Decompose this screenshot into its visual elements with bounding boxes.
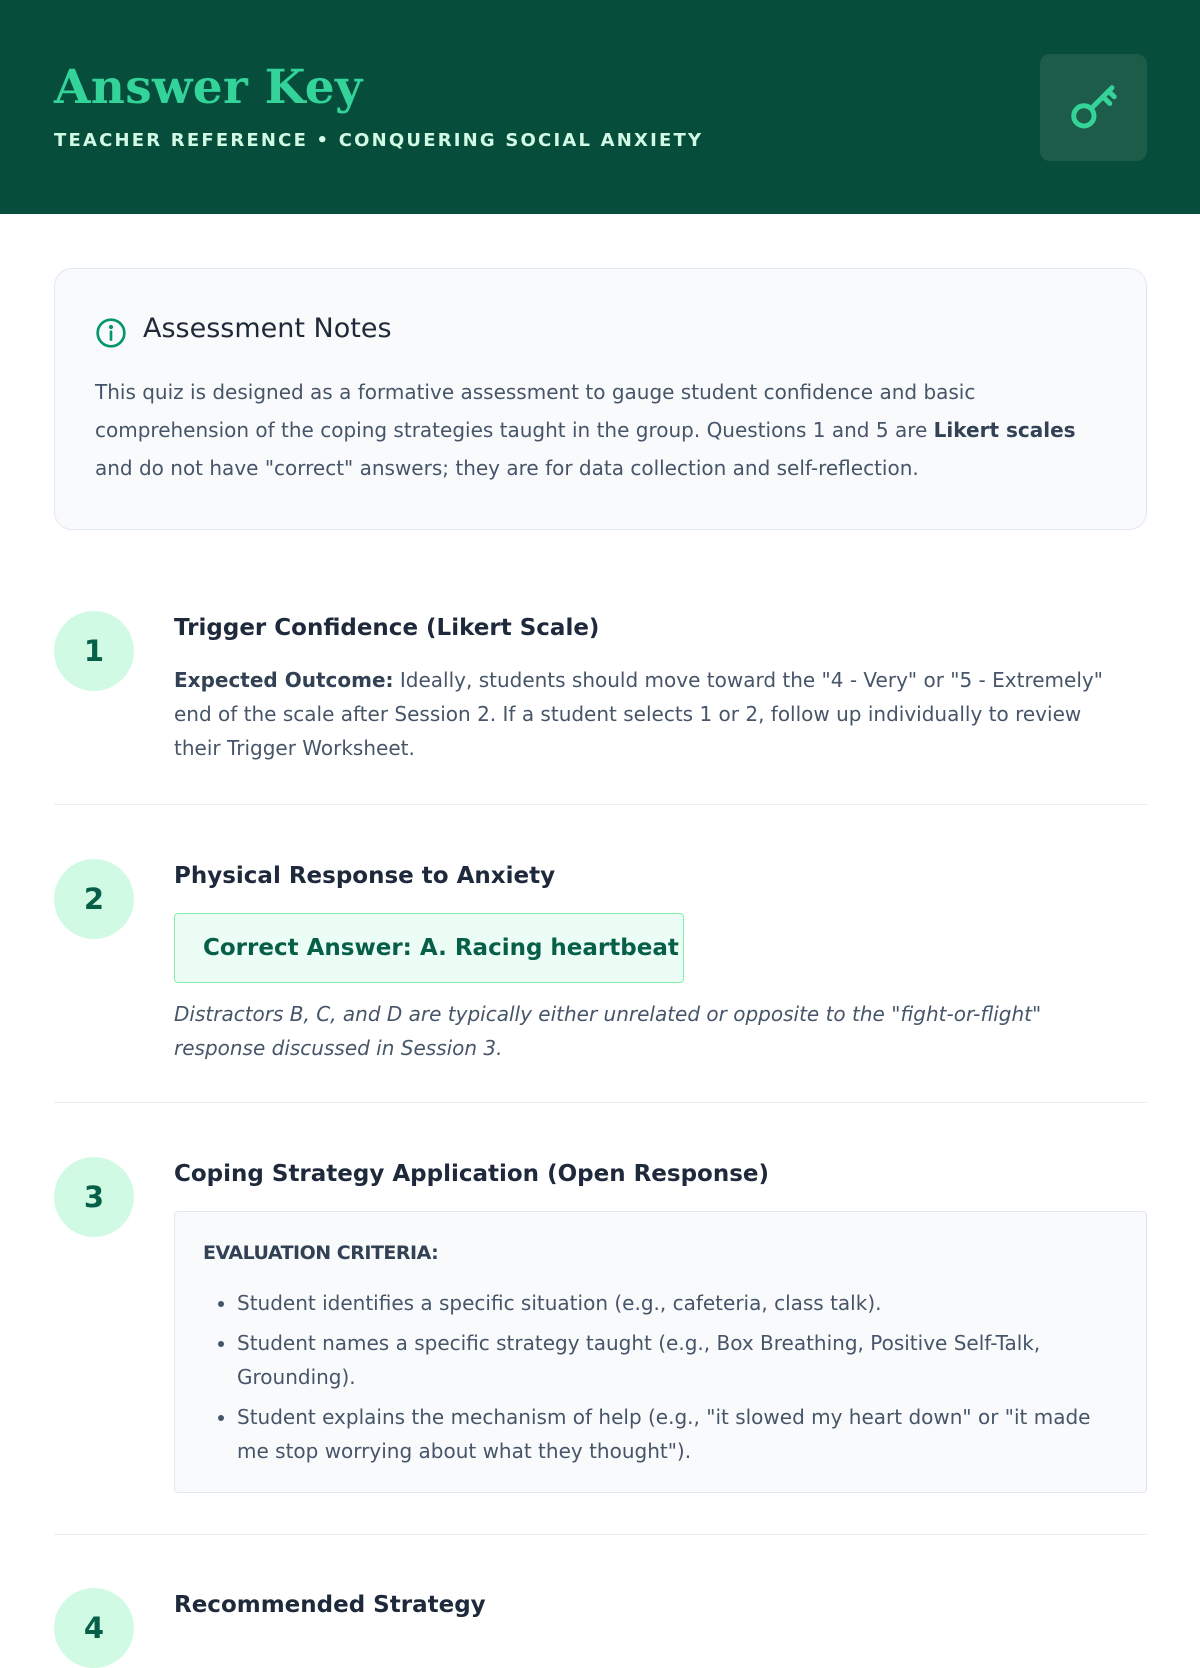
list-item: • Student explains the mechanism of help (e.g., "it slowed my heart down" or "it made me stop worrying about what they thought"). [237, 1400, 1117, 1468]
question-title: Recommended Strategy [174, 1592, 486, 1618]
question-title: Physical Response to Anxiety [174, 863, 556, 889]
section-divider [54, 804, 1147, 805]
list-item: • Student identifies a specific situation (e.g., cafeteria, class talk). [237, 1286, 1117, 1320]
criteria-list [237, 1286, 1117, 1474]
likert-emphasis: Likert scales [933, 418, 1076, 442]
assessment-notes-text: This quiz is designed as a formative assessment to gauge student confidence and basic comprehension of the coping strategies taught in the group. Questions 1 and 5 are Likert scales and do not have "correct" answers; they are for data collection and self-reflection. [95, 380, 1076, 480]
info-icon [95, 317, 127, 349]
page-subtitle: TEACHER REFERENCE • CONQUERING SOCIAL ANXIETY [54, 130, 704, 151]
section-divider [54, 1102, 1147, 1103]
assessment-notes-title: Assessment Notes [143, 313, 392, 344]
section-divider [54, 1534, 1147, 1535]
question-number-badge: 3 [54, 1157, 134, 1237]
question-number-badge: 4 [54, 1588, 134, 1668]
distractor-note: Distractors B, C, and D are typically either unrelated or opposite to the "fight-or-flight" response discussed in Session 3. [174, 1002, 1042, 1060]
question-title: Coping Strategy Application (Open Response) [174, 1161, 770, 1187]
evaluation-criteria-title: EVALUATION CRITERIA: [203, 1242, 439, 1264]
question-number-badge: 2 [54, 859, 134, 939]
question-explanation: Expected Outcome: Ideally, students should move toward the "4 - Very" or "5 - Extremely" end of the scale after Session 2. If a student selects 1 or 2, follow up individually to review their Trigger Worksheet. [174, 668, 1103, 760]
question-title: Trigger Confidence (Likert Scale) [174, 615, 600, 641]
assessment-notes-card [54, 268, 1147, 530]
correct-answer-box: Correct Answer: A. Racing heartbeat [174, 913, 684, 983]
list-item: • Student names a specific strategy taught (e.g., Box Breathing, Positive Self-Talk, Grounding). [237, 1326, 1117, 1394]
evaluation-criteria-box [174, 1211, 1147, 1493]
question-number-badge: 1 [54, 611, 134, 691]
page-title: Answer Key [54, 60, 363, 115]
key-badge [1040, 54, 1147, 161]
expected-outcome-label: Expected Outcome: [174, 668, 394, 692]
page-header [0, 0, 1200, 214]
key-icon [1067, 81, 1121, 135]
